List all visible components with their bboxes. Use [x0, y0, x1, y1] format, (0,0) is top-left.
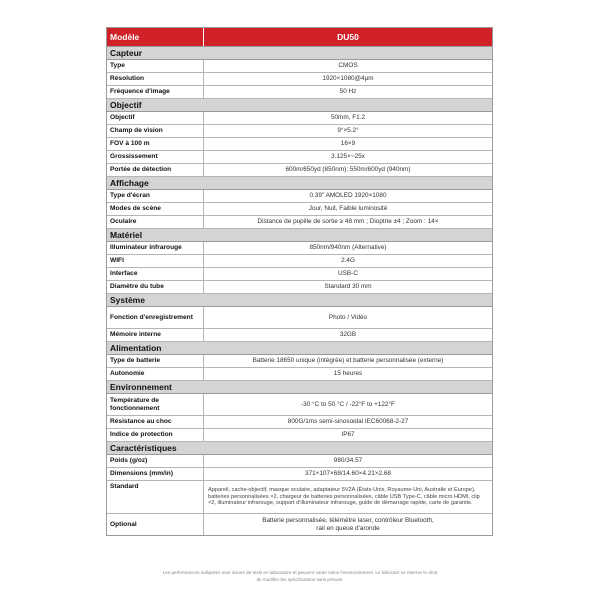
section-environnement: Environnement [107, 381, 492, 394]
row-label: Résistance au choc [107, 416, 204, 428]
table-row [107, 416, 492, 429]
table-row [107, 468, 492, 481]
section-materiel: Matériel [107, 229, 492, 242]
row-label: Oculaire [107, 216, 204, 228]
row-label: Optional [107, 514, 204, 535]
table-row [107, 514, 492, 535]
row-label: Autonomie [107, 368, 204, 380]
model-name: DU50 [337, 32, 359, 42]
row-label: Grossissement [107, 151, 204, 163]
row-value [204, 514, 492, 535]
row-value: Photo / Vidéo [328, 313, 368, 321]
table-row [107, 368, 492, 381]
row-label: Mémoire interne [107, 329, 204, 341]
table-row [107, 307, 492, 329]
row-value: 50 Hz [339, 88, 357, 95]
row-label: WIFI [107, 255, 204, 267]
table-row [107, 242, 492, 255]
row-label: Interface [107, 268, 204, 280]
row-value: 0.39" AMOLED 1920×1080 [309, 192, 387, 199]
row-label: Dimensions (mm/in) [107, 468, 204, 480]
section-objectif: Objectif [107, 99, 492, 112]
row-value: 850nm/940nm (Alternative) [309, 244, 387, 251]
row-label: Modes de scène [107, 203, 204, 215]
table-row [107, 164, 492, 177]
section-alimentation: Alimentation [107, 342, 492, 355]
row-value: CMOS [338, 62, 358, 69]
disclaimer-line-2: de modifier les spécifications sans préavis. [256, 576, 344, 582]
table-row [107, 268, 492, 281]
row-label: Standard [107, 481, 204, 513]
table-header [107, 28, 492, 47]
table-row [107, 125, 492, 138]
row-value: Appareil, cache-objectif, masque oculaire, adaptateur 5V2A (États-Unis, Royaume-Uni, Australie et Europe), batteries personnalisées ×2, chargeur de batteries personnalisées, câble USB Type-C, câble micro HDMI, clip ×2, illuminateur infrarouge, support d'illuminateur infrarouge, guide de démarrage rapide, carte de garantie. [208, 486, 480, 507]
table-row [107, 60, 492, 73]
optional-line-2: rail en queue d'aronde [316, 524, 380, 532]
table-row [107, 86, 492, 99]
disclaimer-footer [120, 570, 480, 583]
row-label: FOV à 100 m [107, 138, 204, 150]
row-label: Portée de détection [107, 164, 204, 176]
table-row [107, 216, 492, 229]
row-value: Batterie 18650 unique (intégrée) et batterie personnalisée (externe) [252, 357, 444, 364]
row-label: Température de fonctionnement [107, 394, 204, 415]
row-value: Jour, Nuit, Faible luminosité [308, 205, 388, 212]
row-label: Fonction d'enregistrement [107, 307, 204, 328]
table-row [107, 394, 492, 416]
header-label: Modèle [107, 28, 204, 46]
row-label: Poids (g/oz) [107, 455, 204, 467]
table-row [107, 255, 492, 268]
table-row [107, 151, 492, 164]
table-row [107, 112, 492, 125]
row-value: 600m/650yd (850nm); 550m/600yd (940nm) [285, 166, 411, 173]
table-row [107, 190, 492, 203]
table-row [107, 138, 492, 151]
section-capteur: Capteur [107, 47, 492, 60]
spec-table [106, 27, 493, 536]
table-row [107, 481, 492, 514]
row-label: Diamètre du tube [107, 281, 204, 293]
disclaimer-line-1: Les performances indiquées sont issues de tests en laboratoire et peuvent varier selon l'environnement. Le fabricant se réserve le droit [162, 570, 438, 575]
row-label: Objectif [107, 112, 204, 124]
row-value: 800G/1ms semi-sinosoidal IEC60068-2-27 [287, 418, 409, 425]
table-row [107, 355, 492, 368]
table-row [107, 203, 492, 216]
row-label: Type de batterie [107, 355, 204, 367]
row-value: Distance de pupille de sortie ≥ 48 mm ; Dioptrie ±4 ; Zoom : 14× [257, 218, 439, 225]
row-label: Champ de vision [107, 125, 204, 137]
table-row [107, 329, 492, 342]
section-affichage: Affichage [107, 177, 492, 190]
table-row [107, 281, 492, 294]
row-value: 3.125×~25x [331, 153, 365, 160]
row-value: 9°×5.2° [337, 127, 359, 134]
row-label: Indice de protection [107, 429, 204, 441]
row-value: 16×9 [340, 140, 356, 147]
optional-line-1: Batterie personnalisée, télémètre laser, contrôleur Bluetooth, [262, 516, 434, 524]
row-label: Fréquence d'image [107, 86, 204, 98]
section-systeme: Système [107, 294, 492, 307]
section-caracteristiques: Caractéristiques [107, 442, 492, 455]
table-row [107, 73, 492, 86]
row-label: Résolution [107, 73, 204, 85]
row-value: 980/34.57 [333, 457, 363, 464]
row-label: Type d'écran [107, 190, 204, 202]
row-value: -30 °C to 50 °C / -22°F to +122°F [301, 400, 395, 408]
table-row [107, 455, 492, 468]
table-row [107, 429, 492, 442]
row-value: 50mm, F1.2 [330, 114, 366, 121]
row-label: Type [107, 60, 204, 72]
row-value: 1920×1080@4μm [322, 75, 374, 82]
row-value: 15 heures [333, 370, 363, 377]
row-value: 2.4G [341, 257, 355, 264]
row-value: Standard 30 mm [324, 283, 372, 290]
row-value: 32GB [339, 331, 357, 338]
row-value: USB-C [338, 270, 358, 277]
row-label: Illuminateur infrarouge [107, 242, 204, 254]
row-value: IP67 [341, 431, 355, 438]
row-value: 371×107×68/14.60×4.21×2.68 [304, 470, 391, 477]
